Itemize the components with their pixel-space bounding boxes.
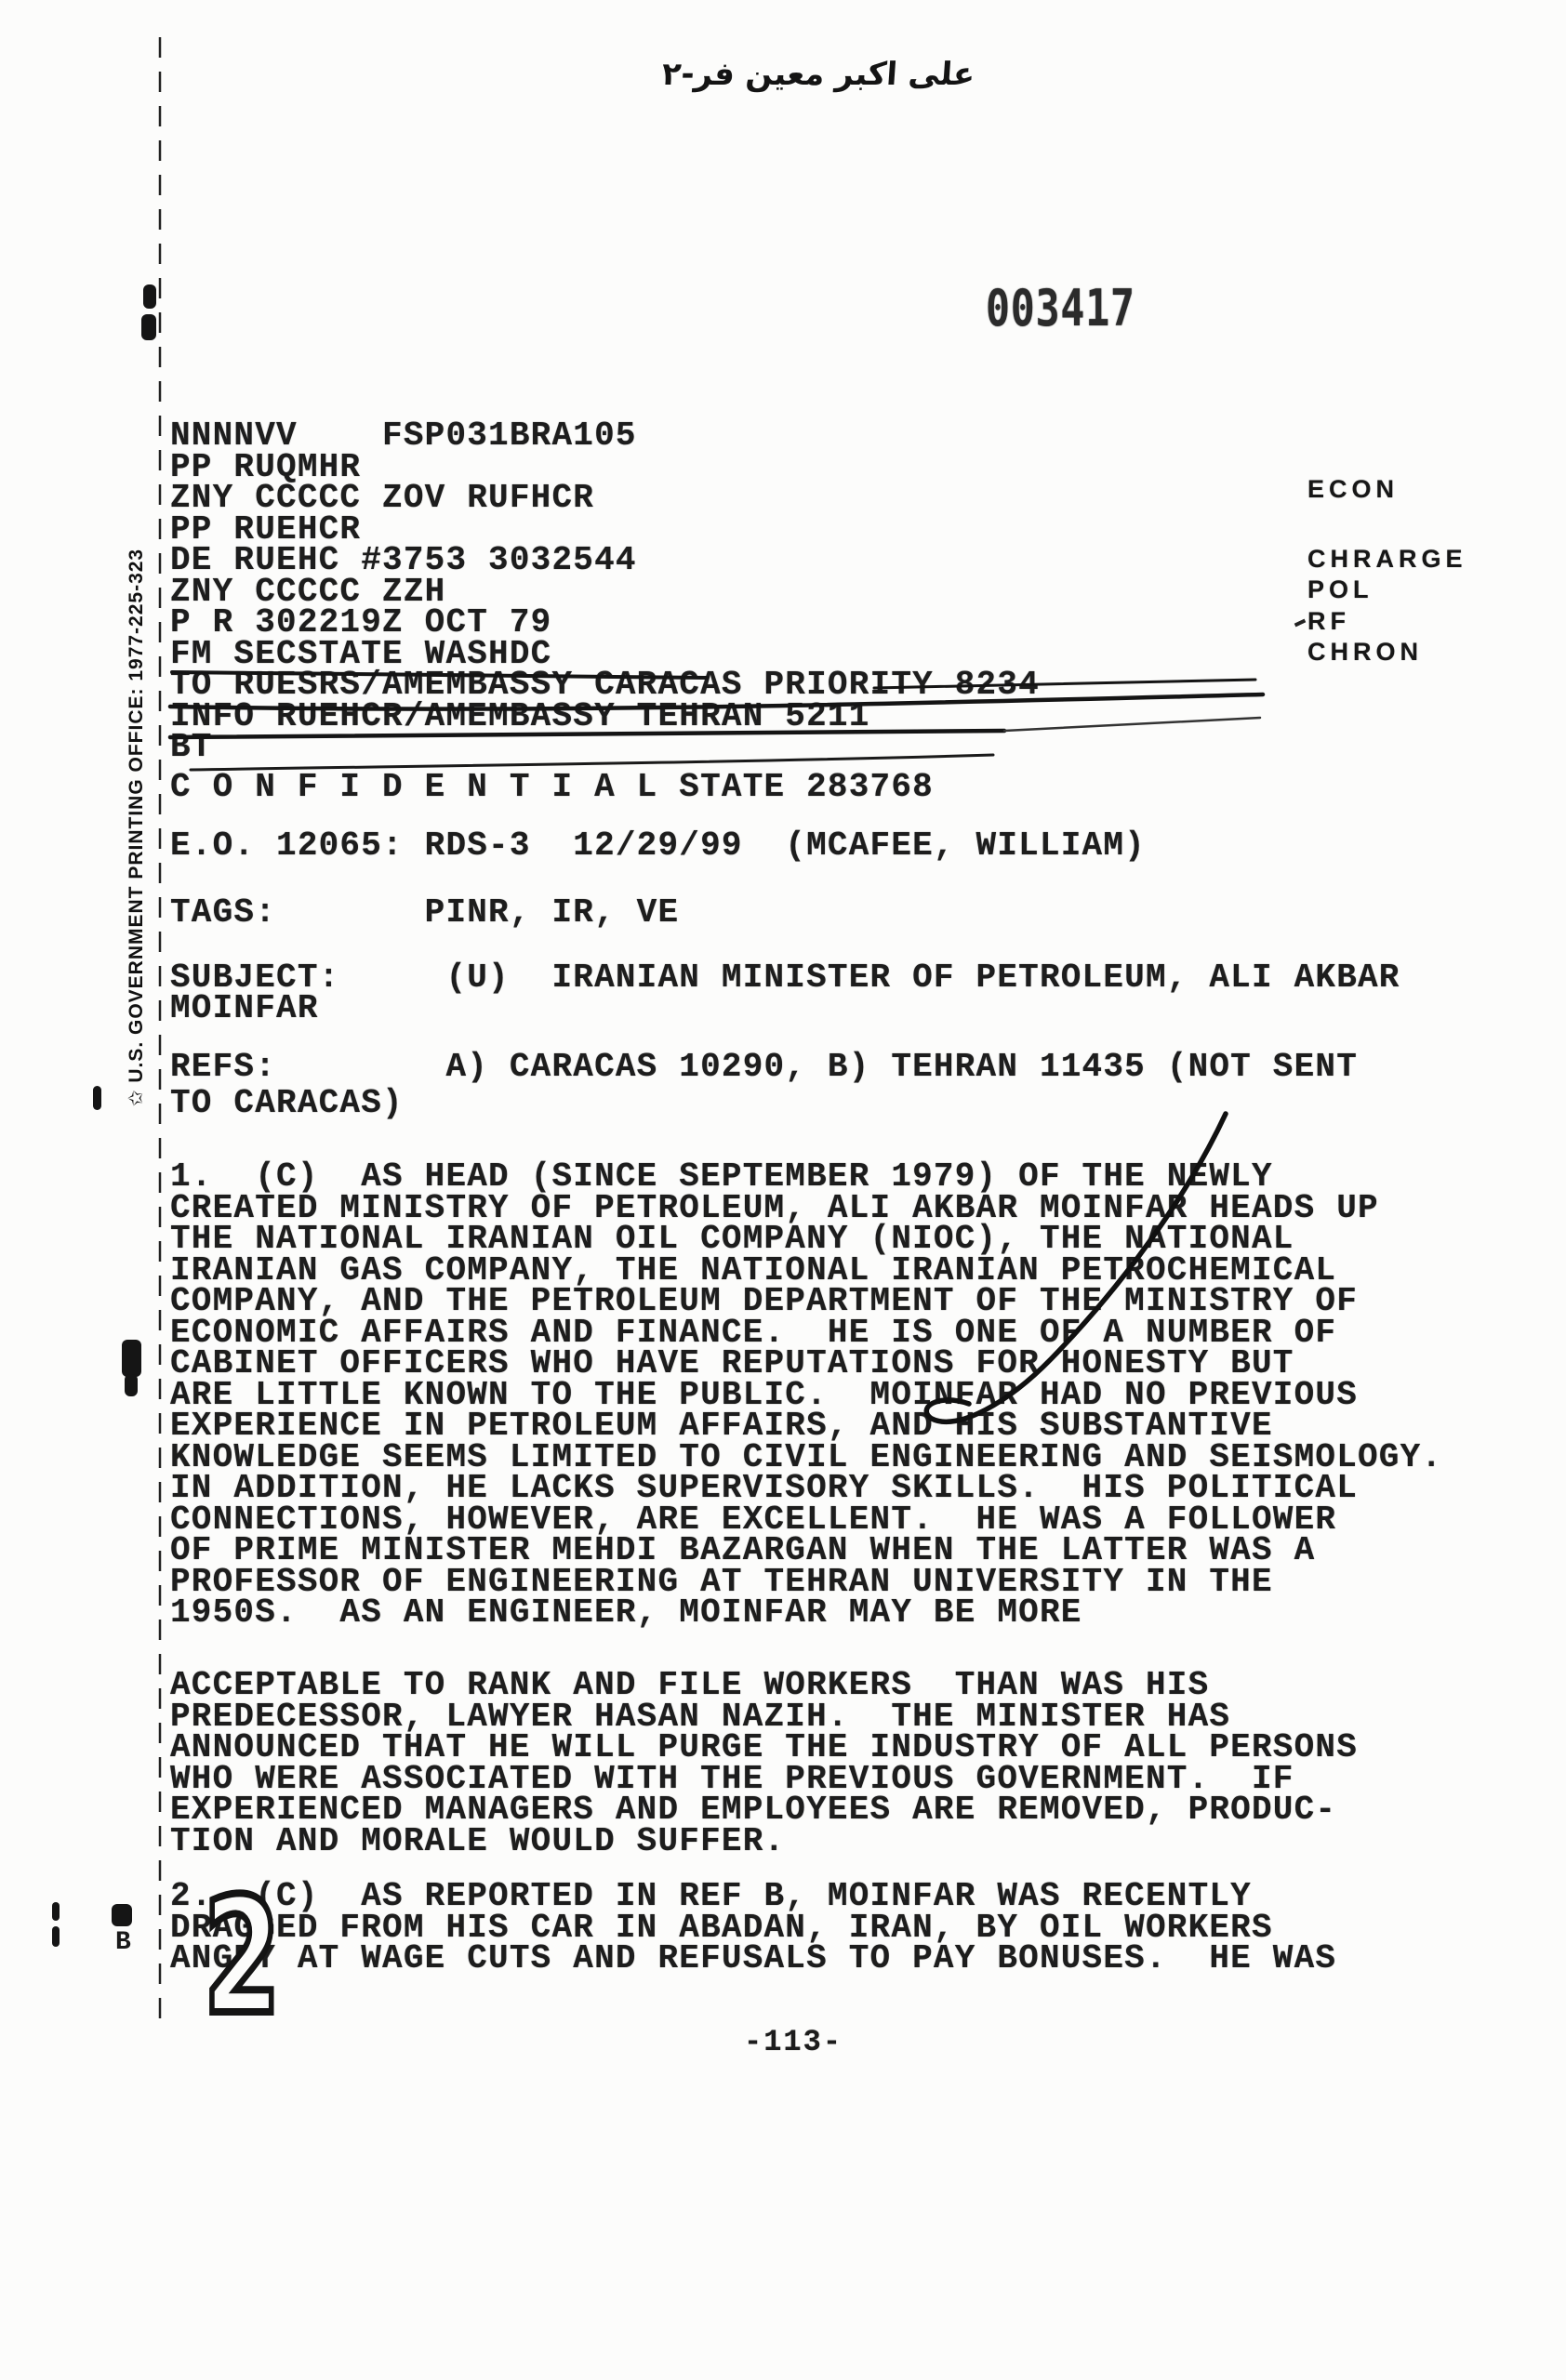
- distribution-label: CHRARGE: [1307, 545, 1467, 573]
- routing-header-line: P R 302219Z OCT 79: [170, 603, 552, 641]
- handwritten-page-2: 2: [203, 1864, 282, 2051]
- paragraph-2-line: 2. (C) AS REPORTED IN REF B, MOINFAR WAS RECENTLY: [170, 1877, 1252, 1915]
- routing-header-line: ZNY CCCCC ZZH: [170, 572, 446, 611]
- ink-blob: [52, 1926, 60, 1947]
- refs-line-2: TO CARACAS): [170, 1084, 404, 1122]
- ink-blob: [125, 1374, 138, 1396]
- paragraph-1-line: IRANIAN GAS COMPANY, THE NATIONAL IRANIAN PETROCHEMICAL: [170, 1250, 1337, 1289]
- margin-letter: B: [115, 1928, 131, 1957]
- gpo-imprint: ✩ U.S. GOVERNMENT PRINTING OFFICE: 1977-225-323: [126, 548, 147, 1107]
- eo-line: E.O. 12065: RDS-3 12/29/99 (MCAFEE, WILLIAM): [170, 826, 1146, 865]
- classification-line: C O N F I D E N T I A L STATE 283768: [170, 768, 934, 806]
- routing-indicator-econ: ECON: [1307, 475, 1400, 503]
- distribution-label: POL: [1307, 575, 1374, 604]
- paragraph-1-line: ECONOMIC AFFAIRS AND FINANCE. HE IS ONE OF A NUMBER OF: [170, 1313, 1337, 1352]
- paragraph-1-continued-line: WHO WERE ASSOCIATED WITH THE PREVIOUS GOVERNMENT. IF: [170, 1759, 1294, 1798]
- paragraph-1-continued: [170, 1666, 1358, 1860]
- routing-header-line: INFO RUEHCR/AMEMBASSY TEHRAN 5211: [170, 696, 870, 735]
- paragraph-1-line: THE NATIONAL IRANIAN OIL COMPANY (NIOC), THE NATIONAL: [170, 1220, 1294, 1258]
- routing-header-line: FM SECSTATE WASHDC: [170, 634, 552, 673]
- ink-blob: [93, 1086, 101, 1110]
- subject-line-2: MOINFAR: [170, 989, 319, 1027]
- paragraph-1-line: 1. (C) AS HEAD (SINCE SEPTEMBER 1979) OF THE NEWLY: [170, 1157, 1273, 1196]
- distribution-label: RF: [1307, 606, 1350, 635]
- refs-line-1: REFS: A) CARACAS 10290, B) TEHRAN 11435 (NOT SENT: [170, 1048, 1358, 1086]
- paragraph-1-line: CONNECTIONS, HOWEVER, ARE EXCELLENT. HE WAS A FOLLOWER: [170, 1500, 1337, 1539]
- paragraph-1-line: 1950S. AS AN ENGINEER, MOINFAR MAY BE MORE: [170, 1593, 1082, 1632]
- serial-number-stamp: 003417: [986, 279, 1135, 337]
- routing-header-line: PP RUEHCR: [170, 509, 362, 549]
- page-number: -113-: [744, 2025, 843, 2059]
- paragraph-1-line: EXPERIENCE IN PETROLEUM AFFAIRS, AND HIS SUBSTANTIVE: [170, 1407, 1273, 1445]
- distribution-labels: [1307, 544, 1467, 668]
- paragraph-1-continued-line: EXPERIENCED MANAGERS AND EMPLOYEES ARE REMOVED, PRODUC-: [170, 1791, 1337, 1829]
- paragraph-1-continued-line: ANNOUNCED THAT HE WILL PURGE THE INDUSTRY OF ALL PERSONS: [170, 1728, 1358, 1766]
- handwritten-farsi-note: علی اکبر معین فر-۲: [660, 56, 976, 93]
- routing-header-line: PP RUQMHR: [170, 447, 362, 486]
- routing-header-block: [170, 416, 1040, 766]
- ink-blob: [112, 1904, 132, 1926]
- paragraph-1-line: PROFESSOR OF ENGINEERING AT TEHRAN UNIVERSITY IN THE: [170, 1562, 1273, 1601]
- routing-header-line: NNNNVV FSP031BRA105: [170, 416, 637, 455]
- ink-blob: [143, 284, 156, 309]
- paragraph-1: [170, 1157, 1443, 1632]
- routing-header-line: TO RUESRS/AMEMBASSY CARACAS PRIORITY 8234: [170, 666, 1040, 704]
- ink-blob: [52, 1902, 60, 1921]
- paragraph-1-continued-line: ACCEPTABLE TO RANK AND FILE WORKERS THAN WAS HIS: [170, 1666, 1210, 1704]
- paragraph-2: [170, 1877, 1337, 1977]
- paragraph-1-line: CREATED MINISTRY OF PETROLEUM, ALI AKBAR MOINFAR HEADS UP: [170, 1188, 1379, 1227]
- ink-blob: [122, 1340, 141, 1377]
- paragraph-1-line: CABINET OFFICERS WHO HAVE REPUTATIONS FOR HONESTY BUT: [170, 1344, 1294, 1382]
- paragraph-1-line: COMPANY, AND THE PETROLEUM DEPARTMENT OF THE MINISTRY OF: [170, 1282, 1358, 1320]
- routing-header-line: BT: [170, 728, 213, 766]
- subject-line-1: SUBJECT: (U) IRANIAN MINISTER OF PETROLEUM, ALI AKBAR: [170, 959, 1400, 997]
- paragraph-2-line: ANGRY AT WAGE CUTS AND REFUSALS TO PAY BONUSES. HE WAS: [170, 1939, 1337, 1977]
- paragraph-1-continued-line: TION AND MORALE WOULD SUFFER.: [170, 1821, 786, 1860]
- routing-header-line: DE RUEHC #3753 3032544: [170, 541, 637, 579]
- paragraph-1-line: OF PRIME MINISTER MEHDI BAZARGAN WHEN THE LATTER WAS A: [170, 1531, 1316, 1569]
- routing-header-line: ZNY CCCCC ZOV RUFHCR: [170, 479, 595, 517]
- paragraph-1-line: IN ADDITION, HE LACKS SUPERVISORY SKILLS. HIS POLITICAL: [170, 1469, 1358, 1507]
- ink-blob: [141, 314, 156, 340]
- paragraph-1-continued-line: PREDECESSOR, LAWYER HASAN NAZIH. THE MINISTER HAS: [170, 1697, 1231, 1736]
- pen-tick-mark: [1294, 619, 1307, 628]
- paragraph-1-line: ARE LITTLE KNOWN TO THE PUBLIC. MOINFAR HAD NO PREVIOUS: [170, 1375, 1358, 1414]
- distribution-label: CHRON: [1307, 638, 1423, 667]
- underline-info-tail: [1004, 718, 1260, 731]
- tags-line: TAGS: PINR, IR, VE: [170, 893, 680, 932]
- paragraph-1-line: KNOWLEDGE SEEMS LIMITED TO CIVIL ENGINEERING AND SEISMOLOGY.: [170, 1437, 1443, 1476]
- paragraph-2-line: DRAGGED FROM HIS CAR IN ABADAN, IRAN, BY OIL WORKERS: [170, 1908, 1273, 1947]
